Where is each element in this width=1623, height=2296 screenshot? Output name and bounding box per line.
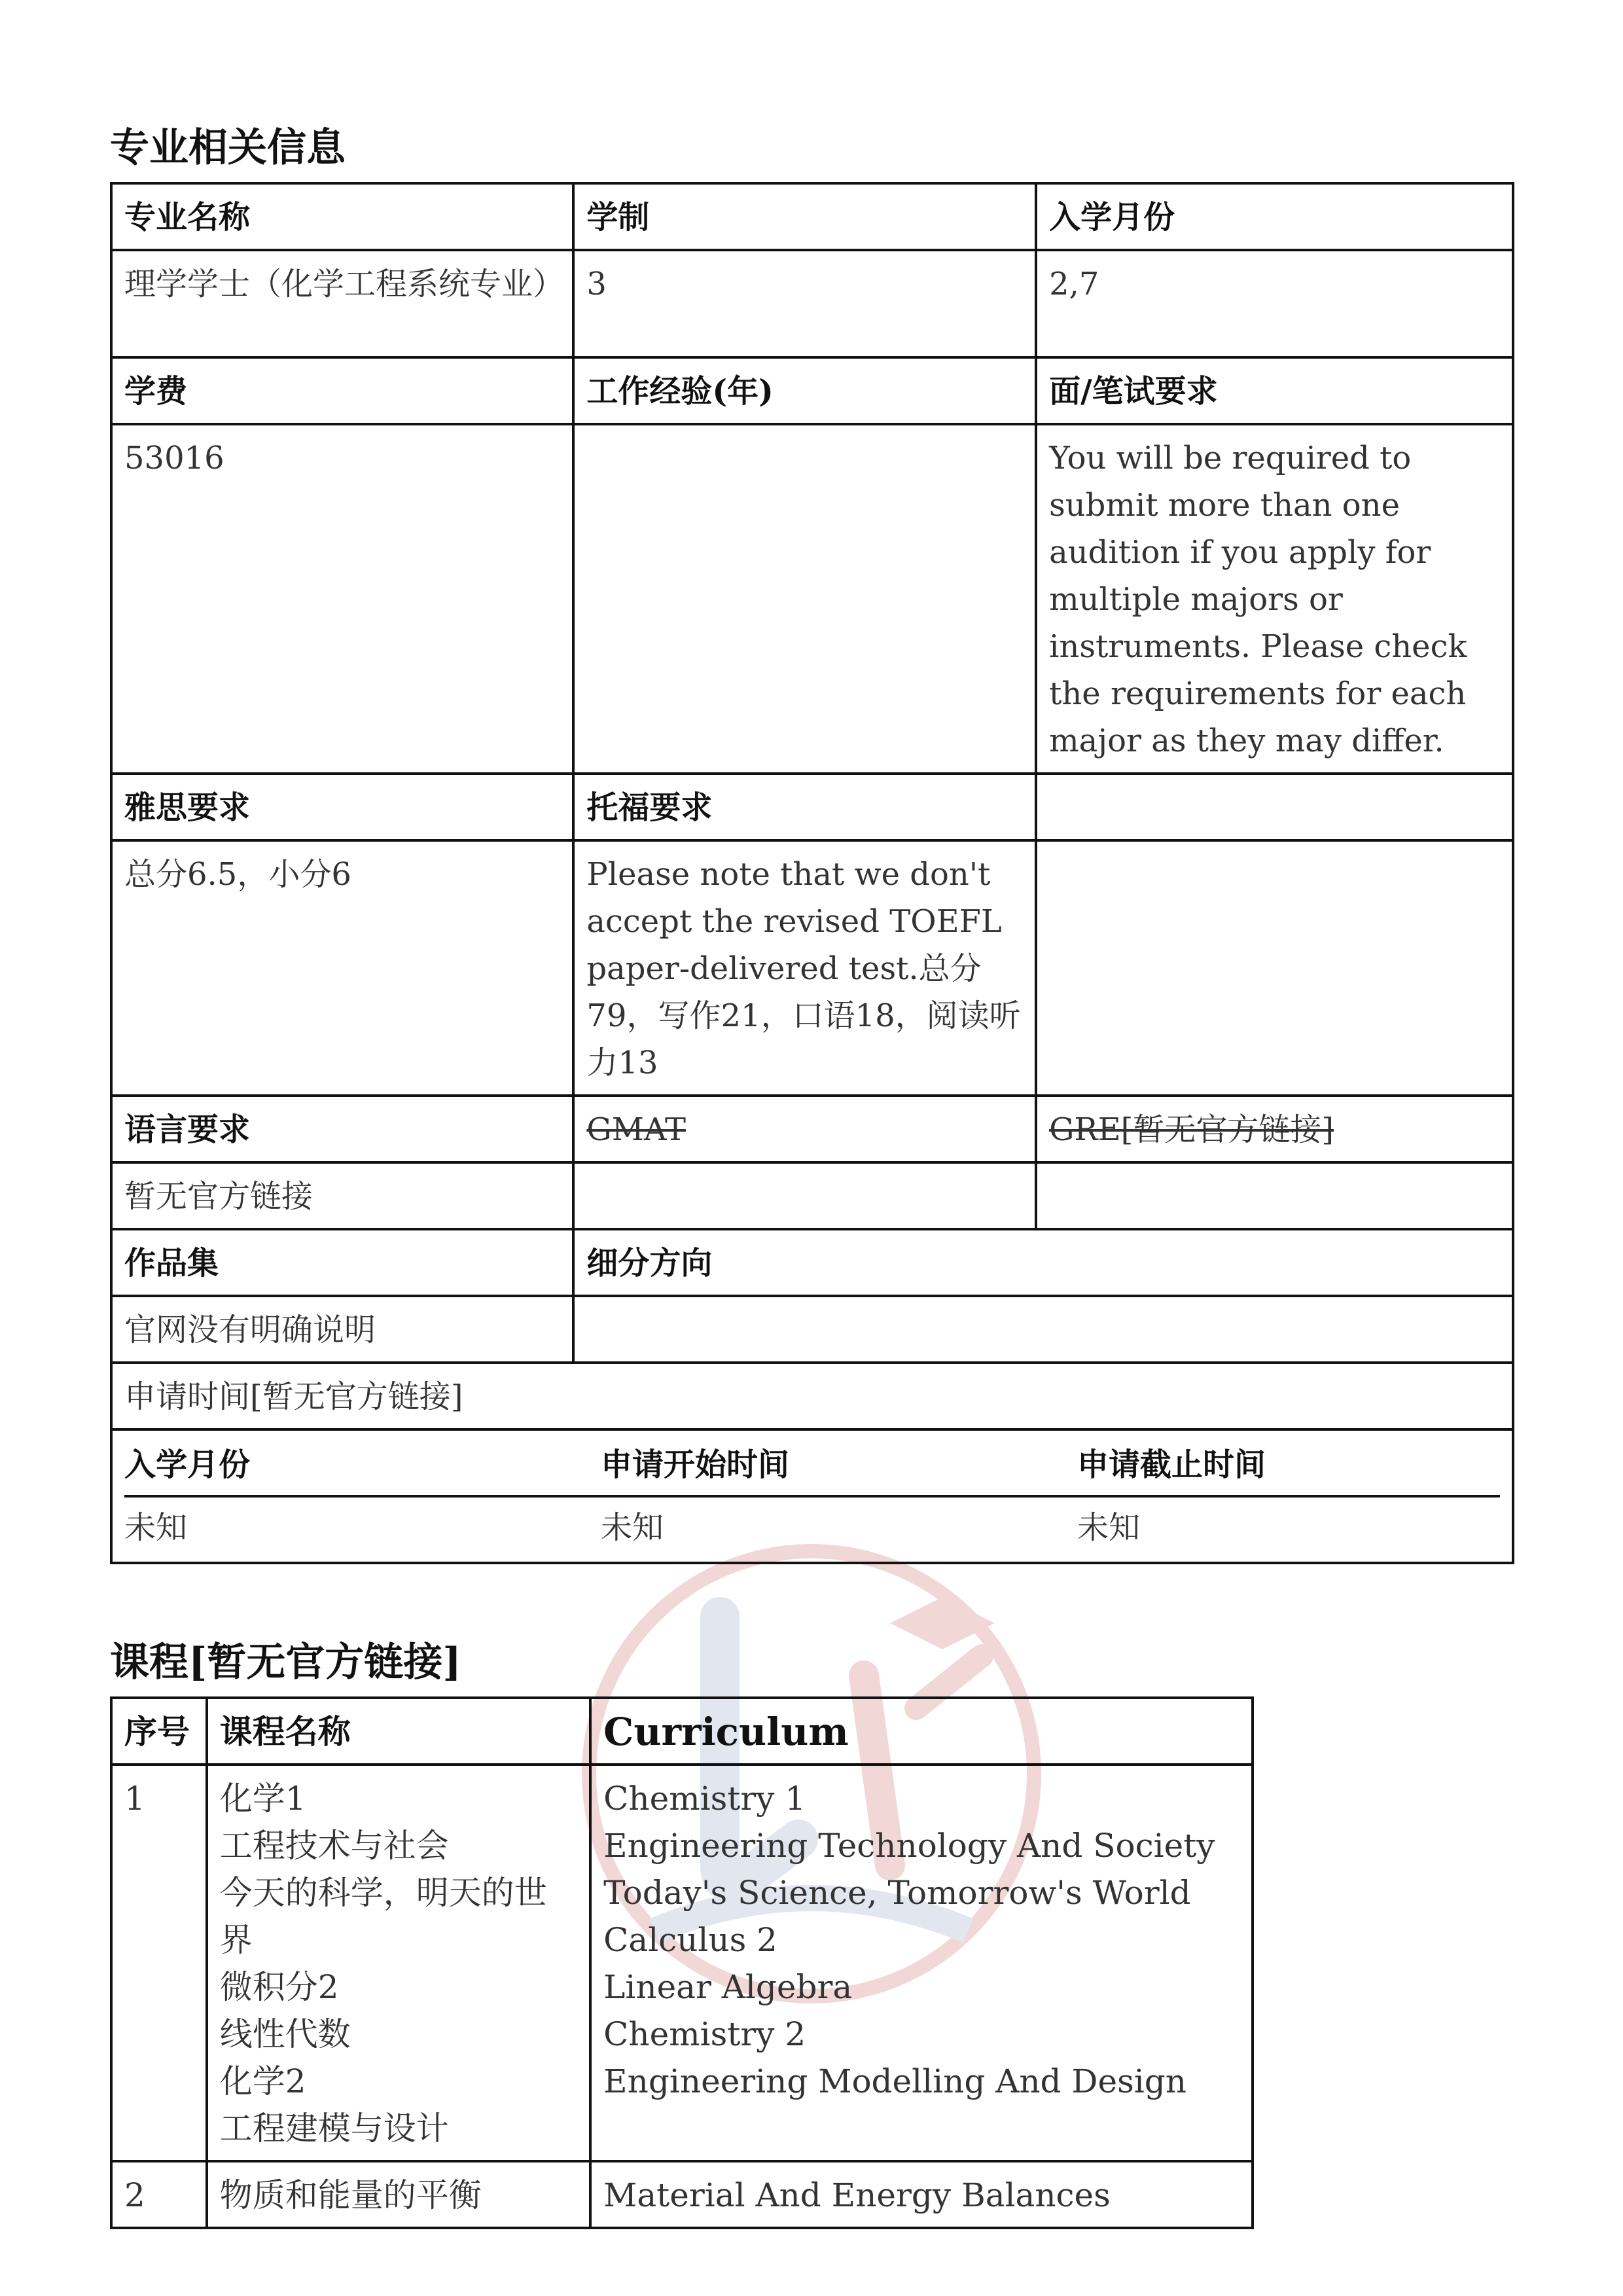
header-toefl: 托福要求 (573, 774, 1036, 840)
header-major-name: 专业名称 (111, 183, 573, 250)
row1-curricula (590, 1765, 1253, 2161)
list-item: 化学1 (219, 1780, 306, 1818)
value-tuition: 53016 (111, 424, 573, 774)
value-gre (1036, 1162, 1513, 1229)
value-toefl: Please note that we don't accept the revised TOEFL paper-delivered test.总分79，写作21，口语18，阅读听力13 (573, 840, 1036, 1096)
list-item: 微积分2 (219, 1968, 339, 2006)
value-language-requirement: 暂无官方链接 (111, 1162, 573, 1229)
header-portfolio: 作品集 (111, 1229, 573, 1296)
header-work-experience: 工作经验(年) (573, 357, 1036, 424)
value-gmat (573, 1162, 1036, 1229)
header-interview-requirement: 面/笔试要求 (1036, 357, 1513, 424)
application-time-label: 申请时间[暂无官方链接] (111, 1363, 1513, 1429)
app-value-deadline: 未知 (1077, 1509, 1141, 1546)
list-item: 工程建模与设计 (219, 2109, 449, 2147)
list-item: Material And Energy Balances (603, 2176, 1111, 2214)
list-item: Engineering Technology And Society (603, 1827, 1215, 1865)
list-item: 工程技术与社会 (219, 1827, 449, 1865)
value-major-name: 理学学士（化学工程系统专业） (111, 250, 573, 357)
header-intake-month: 入学月份 (1036, 183, 1513, 250)
list-item: 物质和能量的平衡 (219, 2176, 482, 2214)
section-title-major-info: 专业相关信息 (110, 125, 346, 171)
header-language-requirement: 语言要求 (111, 1096, 573, 1162)
value-portfolio: 官网没有明确说明 (111, 1296, 573, 1363)
header-gre (1036, 1096, 1513, 1162)
application-time-cell (111, 1429, 1513, 1563)
header-no: 序号 (111, 1698, 207, 1765)
value-intake-month: 2,7 (1036, 250, 1513, 357)
header-empty (1036, 774, 1513, 840)
section-title-courses: 课程[暂无官方链接] (110, 1640, 461, 1685)
value-ielts: 总分6.5，小分6 (111, 840, 573, 1096)
value-specialization (573, 1296, 1513, 1363)
list-item: Chemistry 2 (603, 2015, 806, 2053)
app-value-start: 未知 (601, 1509, 664, 1546)
value-work-experience (573, 424, 1036, 774)
row2-curricula (590, 2161, 1253, 2228)
row1-names (207, 1765, 590, 2161)
app-header-deadline: 申请截止时间 (1077, 1441, 1500, 1496)
course-table (110, 1696, 1254, 2229)
list-item: 线性代数 (219, 2015, 351, 2053)
gre-label: GRE[暂无官方链接] (1049, 1111, 1334, 1148)
row2-no: 2 (111, 2161, 207, 2228)
app-header-intake: 入学月份 (124, 1441, 601, 1496)
header-course-name: 课程名称 (207, 1698, 590, 1765)
value-interview-requirement: You will be required to submit more than one audition if you apply for multiple majors or instruments. Please check the requirements for each major as they may differ. (1036, 424, 1513, 774)
list-item: Today's Science, Tomorrow's World (603, 1874, 1191, 1912)
list-item: Chemistry 1 (603, 1780, 806, 1818)
value-empty (1036, 840, 1513, 1096)
list-item: Calculus 2 (603, 1921, 777, 1959)
row1-no: 1 (111, 1765, 207, 2161)
list-item: Engineering Modelling And Design (603, 2062, 1186, 2100)
list-item: 今天的科学，明天的世界 (219, 1874, 547, 1959)
value-duration: 3 (573, 250, 1036, 357)
header-ielts: 雅思要求 (111, 774, 573, 840)
major-info-table (110, 182, 1514, 1564)
app-value-intake: 未知 (124, 1509, 188, 1546)
list-item: Linear Algebra (603, 1968, 853, 2006)
app-header-start: 申请开始时间 (601, 1441, 1077, 1496)
header-duration: 学制 (573, 183, 1036, 250)
header-specialization: 细分方向 (573, 1229, 1513, 1296)
gmat-label: GMAT (586, 1111, 686, 1148)
list-item: 化学2 (219, 2062, 306, 2100)
row2-names (207, 2161, 590, 2228)
header-tuition: 学费 (111, 357, 573, 424)
header-gmat (573, 1096, 1036, 1162)
application-time-table (124, 1441, 1500, 1551)
header-curriculum: Curriculum (590, 1698, 1253, 1765)
